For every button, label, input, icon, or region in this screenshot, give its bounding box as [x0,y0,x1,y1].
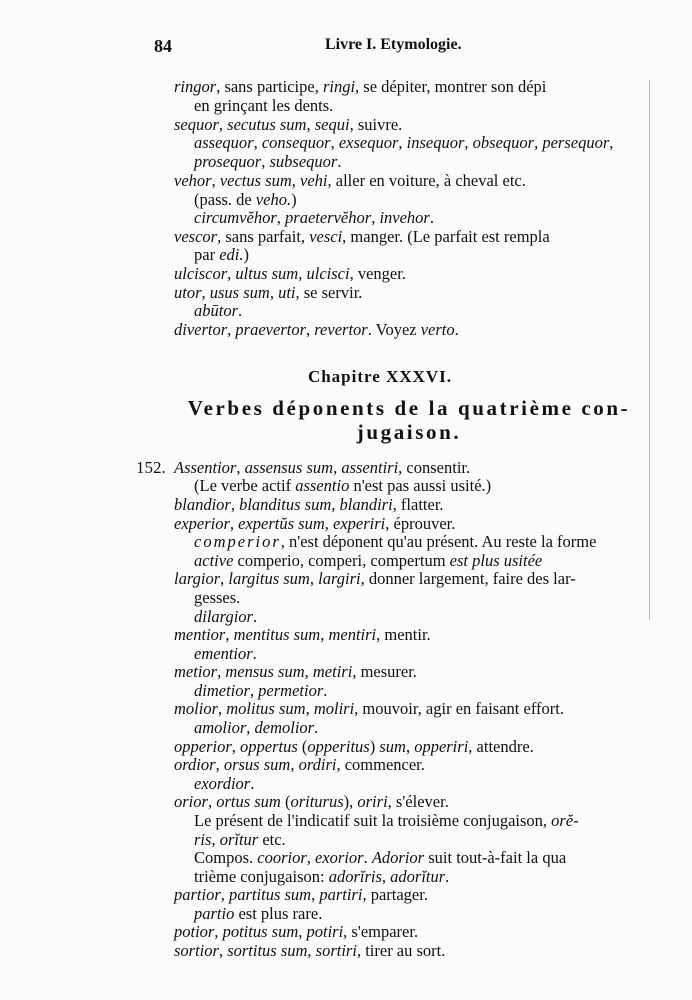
latin-term: assentio [295,476,350,495]
text-line [194,301,242,321]
text-line [174,569,576,589]
latin-term: secutus sum [227,115,307,134]
latin-term: assequor [194,133,254,152]
latin-term: , [299,551,309,570]
latin-term: consequor [261,133,331,152]
gloss-text: , [398,133,407,152]
gloss-text: (pass. de [194,190,256,209]
gloss-text: , mesurer. [352,662,417,681]
latin-term: mentitus sum [233,625,321,644]
latin-term: verto [420,320,455,339]
text-line [174,792,449,812]
gloss-text: , [220,885,230,904]
gloss-text: , [298,264,307,283]
latin-term: veho. [255,190,292,209]
gloss-text: Compos. [194,848,258,867]
latin-term: ringi [322,77,356,96]
text-line [174,699,564,719]
latin-term: vectus sum [219,171,292,190]
latin-term: adorĭtur [390,867,446,886]
latin-term: partitus sum [229,885,312,904]
chapter-number: Chapitre XXXVI. [307,367,453,386]
gloss-text: , [218,115,228,134]
text-line [174,227,550,247]
text-line [194,208,434,228]
latin-term: usus sum [209,283,270,302]
latin-term: praetervĕhor [285,208,372,227]
latin-term: sortitus sum [227,941,308,960]
latin-term: experiri [333,514,386,533]
latin-term: active [194,551,238,570]
latin-term: circumvĕhor [194,208,277,227]
gloss-text: est plus rare. [234,904,323,923]
gloss-text: , [304,662,313,681]
gloss-text: , [331,495,340,514]
chapter-title-line1: Verbes déponents de la quatrième con- [187,396,631,420]
latin-term: opperior [174,737,232,756]
latin-term: oriri [357,792,388,811]
latin-term: , [362,551,371,570]
latin-term: moliri [313,699,355,718]
gloss-text: ) [243,245,249,264]
latin-term: Assentior [174,458,237,477]
text-line [174,77,546,97]
text-line [194,133,613,153]
latin-term: persequor [542,133,610,152]
latin-term: ultus sum [235,264,299,283]
gloss-text: , n'est déponent qu'au présent. Au reste la forme [280,532,597,551]
gloss-text: . [363,848,372,867]
latin-term: invehor [379,208,430,227]
text-line [174,171,526,191]
gloss-text: , attendre. [468,737,534,756]
latin-term: largior [174,569,221,588]
latin-term: orĭtur [219,830,259,849]
gloss-text: , [230,495,240,514]
text-line [174,625,431,645]
gloss-text: . [252,644,257,663]
latin-term: abūtor [194,301,239,320]
running-title: Livre I. Etymologie. [325,36,462,53]
latin-term: orsus sum [223,755,291,774]
latin-term: expertŭs sum [238,514,325,533]
latin-term: largitus sum [228,569,310,588]
gloss-text: , [305,699,314,718]
latin-term: prosequor [194,152,262,171]
latin-term: ris [194,830,212,849]
latin-term: assensus sum [244,458,334,477]
gloss-text: (Le verbe actif [194,476,296,495]
text-line [194,718,318,738]
gloss-text: comperio [237,551,300,570]
latin-term: sequi [314,115,350,134]
gloss-text: Le présent de l'indicatif suit la troisième conjugaison, [194,811,552,830]
gloss-text: , [291,171,301,190]
gloss-text: , [290,755,299,774]
gloss-text: , [333,458,342,477]
gloss-text: , [218,699,227,718]
text-line [194,811,579,831]
text-line [174,458,470,478]
page-header [0,36,692,62]
text-line [174,941,445,961]
gloss-text: , [276,208,286,227]
gloss-text: , [320,625,329,644]
text-line [174,922,418,942]
gloss-text: , se servir. [295,283,363,302]
gloss-text: . [314,718,319,737]
latin-term: partiri [319,885,363,904]
gloss-text: ), [343,792,358,811]
gloss-text: , [227,320,236,339]
text-line [194,848,566,868]
latin-term: adorĭris [328,867,382,886]
text-line [194,96,333,116]
latin-term: molitus sum [226,699,306,718]
latin-term: dilargior [194,607,253,626]
gloss-text: , [229,514,239,533]
text-line [194,476,491,496]
latin-term: orĕ- [551,811,579,830]
latin-term: metior [174,662,218,681]
gloss-text: , partager. [362,885,428,904]
latin-term: exorior [315,848,364,867]
page-number: 84 [154,36,172,56]
gloss-text: , [371,208,380,227]
gloss-text: suit tout-à-fait la qua [424,848,567,867]
latin-term: ementior [194,644,253,663]
gloss-text: , [306,848,316,867]
text-line [174,495,444,515]
latin-term: ordior [174,755,216,774]
latin-term: metiri [312,662,353,681]
gloss-text: gesses. [194,588,241,607]
text-line [194,774,254,794]
gloss-text: , consentir. [398,458,471,477]
text-line [194,245,249,265]
latin-term: assentiri [341,458,399,477]
gloss-text: , [211,830,220,849]
latin-term: divertor [174,320,228,339]
text-line [174,320,459,340]
latin-term: ulciscor [174,264,228,283]
gloss-text: , [330,133,339,152]
latin-term: ortus sum [216,792,281,811]
text-line [174,885,428,905]
gloss-text: , [307,941,316,960]
gloss-text: , suivre. [349,115,403,134]
latin-term: obsequor [472,133,535,152]
gloss-text: , se dépiter, montrer son dépi [355,77,547,96]
latin-term: mensus sum [225,662,305,681]
gloss-text: , [215,755,224,774]
gloss-text: , [236,458,245,477]
latin-term: sequor [174,115,219,134]
gloss-text: , [269,283,279,302]
gloss-text: , mentir. [376,625,431,644]
text-line [194,830,286,850]
latin-term: permetior [258,681,324,700]
text-line [194,532,596,552]
latin-term: edi. [219,245,244,264]
latin-term: blandiri [339,495,393,514]
gloss-text: , [231,737,240,756]
gloss-text: , [218,941,228,960]
latin-term: revertor [314,320,368,339]
gloss-text: . [445,867,450,886]
latin-term: opperiri [414,737,469,756]
gloss-text: , manger. (Le parfait est rempla [342,227,550,246]
gloss-text: comperi [308,551,363,570]
gloss-text: , [405,737,415,756]
page-edge-line [649,80,650,620]
gloss-text: , [220,569,229,588]
latin-term: opperitus [307,737,370,756]
latin-term: est plus usitée [445,551,543,570]
latin-term: exordior [194,774,251,793]
latin-term: vescor [174,227,218,246]
gloss-text: , donner largement, faire des lar- [360,569,576,588]
text-line [174,283,362,303]
latin-term: amolior [194,718,247,737]
text-line [194,190,297,210]
gloss-text: , [246,718,255,737]
gloss-text: , [298,922,307,941]
gloss-text: , [261,152,270,171]
text-line [194,644,257,664]
latin-term: ringor [174,77,217,96]
text-line [174,514,455,534]
latin-term: sum [379,737,406,756]
gloss-text: , [211,171,220,190]
gloss-text: ) [291,190,297,209]
latin-term: dimetior [194,681,250,700]
latin-term: orior [174,792,208,811]
gloss-text: , tirer au sort. [356,941,446,960]
latin-term: insequor [406,133,465,152]
gloss-text: n'est pas aussi usité.) [349,476,492,495]
gloss-text: . [429,208,434,227]
latin-term: ulcisci [306,264,350,283]
gloss-text: . [454,320,459,339]
text-line [194,588,240,608]
latin-term: utor [174,283,202,302]
latin-term: blandior [174,495,231,514]
section-number: 152. [136,458,166,477]
latin-term: demolior [254,718,315,737]
gloss-text: , [381,867,391,886]
gloss-text: , s'élever. [387,792,449,811]
gloss-text: , [214,922,223,941]
latin-term: vehor [174,171,212,190]
gloss-text: , [253,133,262,152]
gloss-text: . Voyez [367,320,421,339]
chapter-title-line2: jugaison. [356,420,462,444]
latin-term: sortiri [315,941,357,960]
latin-term: blanditus sum [239,495,332,514]
gloss-text: , [609,133,614,152]
gloss-text: par [194,245,220,264]
latin-term: vesci [309,227,343,246]
text-line [174,115,402,135]
gloss-text: , sans parfait, [217,227,310,246]
latin-term: vehi [300,171,328,190]
gloss-text: ( [297,737,308,756]
gloss-text: ( [280,792,291,811]
gloss-text: , [249,681,259,700]
latin-term: potitus sum [222,922,299,941]
latin-term: oriturus [290,792,344,811]
gloss-text: etc. [258,830,286,849]
latin-term: partior [174,885,221,904]
gloss-text: , venger. [349,264,406,283]
latin-term: potiri [306,922,344,941]
gloss-text: , [225,625,234,644]
text-line [194,607,257,627]
gloss-text: , [227,264,236,283]
gloss-text: . [238,301,243,320]
text-line [194,681,327,701]
gloss-text: , [324,514,334,533]
latin-term: oppertus [240,737,298,756]
gloss-text: , sans participe, [216,77,323,96]
gloss-text: , s'emparer. [343,922,419,941]
latin-term: largiri [318,569,361,588]
latin-term: ordiri [298,755,337,774]
text-line [174,755,425,775]
gloss-text: , aller en voiture, à cheval etc. [327,171,526,190]
text-line [174,264,406,284]
latin-term: partio [194,904,235,923]
latin-term: mentiri [328,625,377,644]
gloss-text: . [337,152,342,171]
text-line [194,551,542,571]
gloss-text: , [306,115,315,134]
gloss-text: , [306,320,315,339]
gloss-text: , [311,885,320,904]
latin-term: mentior [174,625,226,644]
latin-term: experior [174,514,230,533]
gloss-text: , [534,133,543,152]
gloss-text: , [207,792,217,811]
gloss-text: , commencer. [336,755,425,774]
text-line [194,904,322,924]
latin-term: Adorior [371,848,425,867]
gloss-text: , [309,569,319,588]
latin-term: comperior [194,532,281,551]
gloss-text: . [323,681,328,700]
latin-term: praevertor [235,320,306,339]
gloss-text: , éprouver. [385,514,456,533]
gloss-text: compertum [370,551,446,570]
gloss-text: en grinçant les dents. [194,96,334,115]
gloss-text: . [250,774,255,793]
latin-term: sortior [174,941,219,960]
text-line [174,662,417,682]
gloss-text: , flatter. [392,495,444,514]
latin-term: uti [278,283,296,302]
text-line [194,867,449,887]
gloss-text: , [464,133,473,152]
gloss-text: , [201,283,210,302]
gloss-text: trième conjugaison: [194,867,329,886]
gloss-text: . [252,607,258,626]
latin-term: subsequor [269,152,338,171]
latin-term: exsequor [338,133,399,152]
gloss-text: ) [369,737,380,756]
text-line [194,152,341,172]
latin-term: potior [174,922,215,941]
latin-term: molior [174,699,219,718]
gloss-text: , [217,662,226,681]
latin-term: coorior [257,848,307,867]
text-line [174,737,534,757]
gloss-text: , mouvoir, agir en faisant effort. [354,699,564,718]
